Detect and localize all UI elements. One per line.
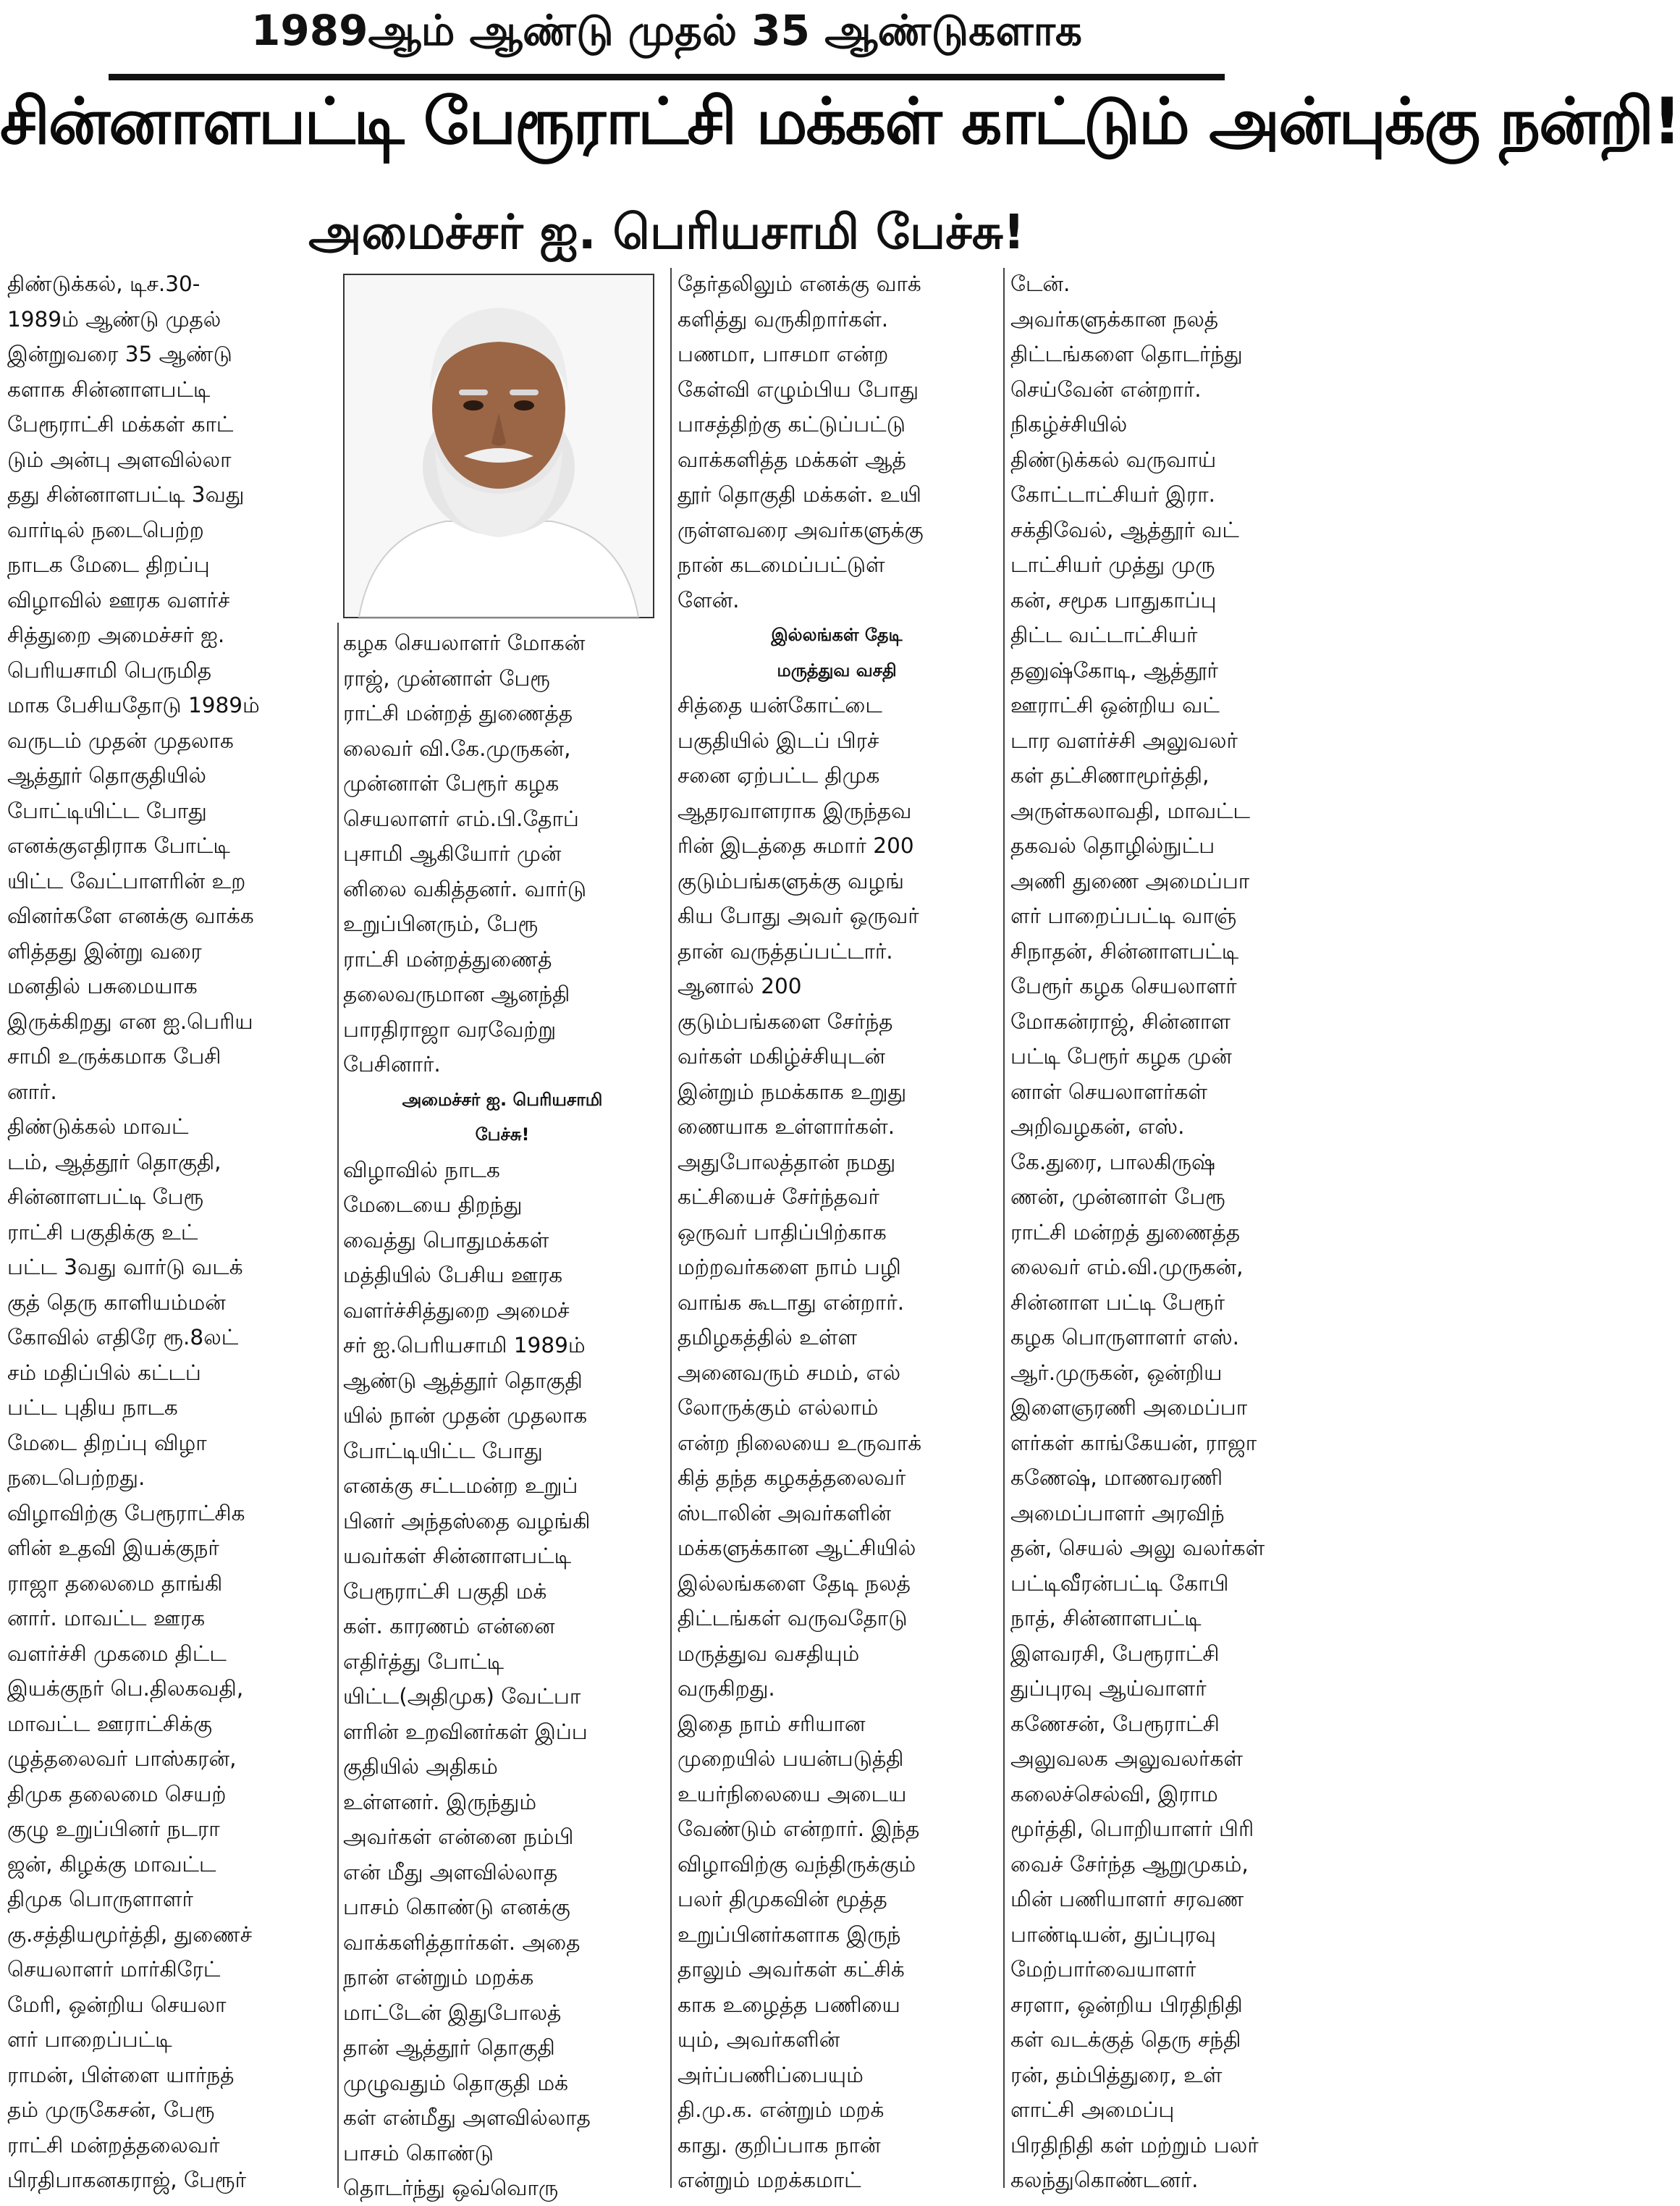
article-line: முழுவதும் தொகுதி மக் xyxy=(343,2070,568,2095)
article-line: டாட்சியர் முத்து முரு xyxy=(1010,552,1215,577)
article-line: காக உழைத்த பணியை xyxy=(678,1992,900,2017)
article-line: ருள்ளவரை அவர்களுக்கு xyxy=(678,517,924,542)
article-line: தகவல் தொழில்நுட்ப xyxy=(1010,833,1215,858)
article-line: மாவட்ட ஊராட்சிக்கு xyxy=(7,1711,213,1736)
article-line: ராஜா தலைமை தாங்கி xyxy=(7,1570,223,1596)
article-line: குத் தெரு காளியம்மன் xyxy=(7,1289,226,1315)
article-line: குடும்பங்களை சேர்ந்த xyxy=(678,1009,893,1034)
article-line: யவர்கள் சின்னாளபட்டி xyxy=(343,1544,572,1568)
article-line: கலந்துகொண்டனர். xyxy=(1010,2168,1199,2192)
article-line: கள் என்மீது அளவில்லாத xyxy=(343,2105,591,2130)
article-line: திமுக தலைமை செயற் xyxy=(7,1781,227,1806)
article-line: கிய போது அவர் ஒருவர் xyxy=(678,904,919,928)
article-line: திட்டங்களை தொடர்ந்து xyxy=(1010,342,1243,366)
article-line: பெரியசாமி பெருமித xyxy=(7,657,212,683)
article-line: வாக்களித்த மக்கள் ஆத் xyxy=(678,447,906,472)
article-line: யிட்ட வேட்பாளரின் உற xyxy=(7,868,246,893)
article-line: ஜன், கிழக்கு மாவட்ட xyxy=(7,1851,216,1877)
article-line: சக்திவேல், ஆத்தூர் வட் xyxy=(1010,517,1239,542)
article-line: 1989ம் ஆண்டு முதல் xyxy=(7,306,221,332)
article-line: யில் நான் முதன் முதலாக xyxy=(343,1403,588,1428)
article-line: மூர்த்தி, பொறியாளர் பிரி xyxy=(1010,1816,1254,1841)
article-line: காது. குறிப்பாக நான் xyxy=(678,2132,881,2157)
article-line: ழுத்தலைவர் பாஸ்கரன், xyxy=(7,1746,237,1771)
article-column-4 xyxy=(1010,266,1329,2192)
article-line: மேடை திறப்பு விழா xyxy=(7,1430,207,1455)
article-line: சின்னாள பட்டி பேரூர் xyxy=(1010,1289,1225,1315)
article-line: பாசம் கொண்டு xyxy=(343,2140,494,2165)
article-line: மக்களுக்கான ஆட்சியில் xyxy=(678,1536,916,1560)
article-line: திண்டுக்கல் மாவட் xyxy=(7,1114,189,1139)
article-line: கே.துரை, பாலகிருஷ் xyxy=(1010,1149,1216,1174)
article-line: கன், சமூக பாதுகாப்பு xyxy=(1010,587,1217,612)
article-line: பட்டி பேரூர் கழக முன் xyxy=(1010,1044,1232,1069)
article-line: அருள்கலாவதி, மாவட்ட xyxy=(1010,798,1251,823)
article-line: முன்னாள் பேரூர் கழக xyxy=(343,771,560,796)
article-line: ரன், தம்பித்துரை, உள் xyxy=(1010,2062,1223,2087)
article-line: சித்துறை அமைச்சர் ஐ. xyxy=(7,623,225,647)
article-line: வைத்து பொதுமக்கள் xyxy=(343,1227,549,1253)
article-line: தமிழகத்தில் உள்ள xyxy=(678,1325,858,1350)
article-line: ளாட்சி அமைப்பு xyxy=(1010,2097,1175,2122)
portrait-photo-icon xyxy=(345,275,653,617)
article-line: மாக பேசியதோடு 1989ம் xyxy=(7,693,260,717)
article-line: பட்ட புதிய நாடக xyxy=(7,1395,178,1420)
article-line: மத்தியில் பேசிய ஊரக xyxy=(343,1263,563,1287)
article-line: எனக்குஎதிராக போட்டி xyxy=(7,833,230,858)
article-line: கள் தட்சிணாமூர்த்தி, xyxy=(1010,763,1210,788)
article-line: ளித்தது இன்று வரை xyxy=(7,938,202,964)
article-line: தனுஷ்கோடி, ஆத்தூர் xyxy=(1010,657,1218,683)
article-line: ராட்சி பகுதிக்கு உட் xyxy=(7,1219,198,1245)
article-line: போட்டியிட்ட போது xyxy=(7,798,207,823)
article-line: புசாமி ஆகியோர் முன் xyxy=(343,841,562,866)
article-line: கள் வடக்குத் தெரு சந்தி xyxy=(1010,2027,1241,2052)
article-line: ணையாக உள்ளார்கள். xyxy=(678,1114,895,1139)
article-line: திட்டங்கள் வருவதோடு xyxy=(678,1606,908,1630)
article-line: விழாவில் நாடக xyxy=(343,1157,500,1182)
article-line: ளர் பாறைப்பட்டி வாஞ் xyxy=(1010,904,1237,928)
article-line: ளர்கள் காங்கேயன், ராஜா xyxy=(1010,1430,1257,1455)
article-line: கு.சத்தியமூர்த்தி, துணைச் xyxy=(7,1921,253,1947)
article-line: செயலாளர் எம்.பி.தோப் xyxy=(343,806,579,831)
article-line: குடும்பங்களுக்கு வழங் xyxy=(678,868,904,893)
article-line: ஆர்.முருகன், ஒன்றிய xyxy=(1010,1360,1223,1385)
article-line: வருகிறது. xyxy=(678,1676,775,1701)
article-line: தாலும் அவர்கள் கட்சிக் xyxy=(678,1957,905,1982)
article-line: பலர் திமுகவின் மூத்த xyxy=(678,1887,887,1911)
article-line: பேரூராட்சி பகுதி மக் xyxy=(343,1578,547,1604)
article-line: கித் தந்த கழகத்தலைவர் xyxy=(678,1465,906,1490)
article-line: பேசினார். xyxy=(343,1052,441,1077)
article-line: தான் ஆத்தூர் தொகுதி xyxy=(343,2035,555,2060)
article-line: களித்து வருகிறார்கள். xyxy=(678,306,889,332)
article-line: வினர்களே எனக்கு வாக்க xyxy=(7,904,254,928)
article-line: முறையில் பயன்படுத்தி xyxy=(678,1746,904,1771)
article-line: பேரூர் கழக செயலாளர் xyxy=(1010,974,1237,998)
article-line: இன்றுவரை 35 ஆண்டு xyxy=(7,342,232,366)
article-line: உறுப்பினரும், பேரூ xyxy=(343,912,539,936)
article-line: லோருக்கும் எல்லாம் xyxy=(678,1395,879,1420)
article-line: மற்றவர்களை நாம் பழி xyxy=(678,1255,901,1279)
column-rule-2 xyxy=(670,268,672,2188)
article-line: நாத், சின்னாளபட்டி xyxy=(1010,1606,1202,1630)
article-line: திண்டுக்கல், டிச.30- xyxy=(7,271,200,296)
article-line: சிநாதன், சின்னாளபட்டி xyxy=(1010,938,1239,964)
article-line: ராட்சி மன்றத் துணைத்த xyxy=(1010,1219,1241,1245)
article-line: வைச் சேர்ந்த ஆறுமுகம், xyxy=(1010,1851,1249,1877)
sub-headline: அமைச்சர் ஐ. பெரியசாமி பேச்சு! xyxy=(308,204,1025,260)
article-line: ஆதரவாளராக இருந்தவ xyxy=(678,798,912,823)
article-line: மேரி, ஒன்றிய செயலா xyxy=(7,1992,227,2017)
article-line: பினர் அந்தஸ்தை வழங்கி xyxy=(343,1508,591,1533)
article-line: இளைஞரணி அமைப்பா xyxy=(1010,1395,1248,1420)
article-line: கள். காரணம் என்னை xyxy=(343,1614,555,1638)
article-line: சாமி உருக்கமாக பேசி xyxy=(7,1044,221,1069)
article-line: டம், ஆத்தூர் தொகுதி, xyxy=(7,1149,221,1174)
article-line: இன்றும் நமக்காக உறுது xyxy=(678,1079,907,1104)
article-line: ஸ்டாலின் அவர்களின் xyxy=(678,1500,892,1525)
article-line: அவர்கள் என்னை நம்பி xyxy=(343,1824,574,1849)
article-line: ளேன். xyxy=(678,587,740,612)
article-line: தூர் தொகுதி மக்கள். உயி xyxy=(678,482,921,507)
article-line: பணமா, பாசமா என்ற xyxy=(678,342,889,366)
column-rule-1 xyxy=(337,623,339,2188)
column-subheading: அமைச்சர் ஐ. பெரியசாமி xyxy=(402,1089,603,1110)
article-line: அதுபோலத்தான் நமது xyxy=(678,1149,896,1174)
article-line: எதிர்த்து போட்டி xyxy=(343,1649,505,1674)
article-line: இல்லங்களை தேடி நலத் xyxy=(678,1570,911,1596)
article-line: சரளா, ஒன்றிய பிரதிநிதி xyxy=(1010,1992,1243,2017)
article-line: தது சின்னாளபட்டி 3வது xyxy=(7,482,245,507)
column-subheading: மருத்துவ வசதி xyxy=(777,660,897,681)
article-line: கேள்வி எழும்பிய போது xyxy=(678,376,919,402)
article-line: வளர்ச்சித்துறை அமைச் xyxy=(343,1297,570,1323)
article-line: னார். xyxy=(7,1079,57,1104)
article-line: தான் வருத்தப்பட்டார். xyxy=(678,938,893,964)
article-line: டேன். xyxy=(1010,271,1071,296)
column-subheading: பேச்சு! xyxy=(475,1124,530,1145)
article-line: நடைபெற்றது. xyxy=(7,1465,145,1490)
article-line: சித்தை யன்கோட்டை xyxy=(678,693,882,717)
portrait-photo xyxy=(343,274,654,618)
article-line: இயக்குநர் பெ.திலகவதி, xyxy=(7,1676,244,1701)
article-line: மின் பணியாளர் சரவண xyxy=(1010,1887,1244,1911)
article-line: அனைவரும் சமம், எல் xyxy=(678,1360,901,1385)
article-line: ராட்சி மன்றத் துணைத்த xyxy=(343,701,573,725)
article-line: குதியில் அதிகம் xyxy=(343,1754,498,1779)
article-line: இதை நாம் சரியான xyxy=(678,1711,866,1736)
article-line: விழாவிற்கு பேரூராட்சிக xyxy=(7,1500,245,1525)
article-line: ஆண்டு ஆத்தூர் தொகுதி xyxy=(343,1368,583,1393)
article-line: கணேசன், பேரூராட்சி xyxy=(1010,1711,1220,1736)
article-column-3 xyxy=(678,266,996,2192)
article-line: யிட்ட(அதிமுக) வேட்பா xyxy=(343,1684,581,1709)
article-line: கலைச்செல்வி, இராம xyxy=(1010,1781,1218,1806)
article-line: இருக்கிறது என ஐ.பெரிய xyxy=(7,1009,253,1034)
article-line: கோவில் எதிரே ரூ.8லட் xyxy=(7,1325,239,1350)
article-line: கோட்டாட்சியர் இரா. xyxy=(1010,482,1215,507)
article-line: ளரின் உறவினர்கள் இப்ப xyxy=(343,1719,588,1744)
article-line: மேற்பார்வையாளர் xyxy=(1010,1957,1196,1982)
article-line: ணன், முன்னாள் பேரூ xyxy=(1010,1184,1225,1209)
article-line: என்ற நிலையை உருவாக் xyxy=(678,1430,922,1455)
article-line: விழாவிற்கு வந்திருக்கும் xyxy=(678,1851,916,1877)
article-line: ஆனால் 200 xyxy=(678,974,802,998)
article-line: நான் என்றும் மறக்க xyxy=(343,1965,534,1990)
article-line: ராட்சி மன்றத்துணைத் xyxy=(343,946,552,972)
article-line: மனதில் பசுமையாக xyxy=(7,974,198,998)
article-line: ஒருவர் பாதிப்பிற்காக xyxy=(678,1219,887,1245)
article-line: செய்வேன் என்றார். xyxy=(1010,376,1202,402)
article-line: சர் ஐ.பெரியசாமி 1989ம் xyxy=(343,1333,586,1357)
article-line: எனக்கு சட்டமன்ற உறுப் xyxy=(343,1473,578,1498)
article-line: மேடையை திறந்து xyxy=(343,1192,523,1217)
article-line: பிரதிபாகனகராஜ், பேரூர் xyxy=(7,2168,247,2192)
article-line: வளர்ச்சி முகமை திட்ட xyxy=(7,1641,227,1666)
article-line: வர்கள் மகிழ்ச்சியுடன் xyxy=(678,1044,885,1069)
article-line: பிரதிநிதி கள் மற்றும் பலர் xyxy=(1010,2132,1259,2157)
article-line: அணி துணை அமைப்பா xyxy=(1010,868,1250,893)
article-line: மோகன்ராஜ், சின்னாள xyxy=(1010,1009,1231,1034)
article-line: சம் மதிப்பில் கட்டப் xyxy=(7,1360,201,1385)
article-line: வருடம் முதன் முதலாக xyxy=(7,728,234,753)
article-line: வேண்டும் என்றார். இந்த xyxy=(678,1816,920,1841)
article-line: ளர் பாறைப்பட்டி xyxy=(7,2027,172,2052)
article-line: இளவரசி, பேரூராட்சி xyxy=(1010,1641,1220,1666)
article-line: நிகழ்ச்சியில் xyxy=(1010,412,1128,437)
article-column-2 xyxy=(343,626,662,2200)
article-line: செயலாளர் மார்கிரேட் xyxy=(7,1957,221,1982)
article-line: தலைவருமான ஆனந்தி xyxy=(343,982,570,1006)
article-line: உள்ளனர். இருந்தும் xyxy=(343,1789,537,1814)
article-line: பாண்டியன், துப்புரவு xyxy=(1010,1921,1216,1947)
article-line: கட்சியைச் சேர்ந்தவர் xyxy=(678,1184,879,1209)
article-line: லைவர் எம்.வி.முருகன், xyxy=(1010,1255,1244,1279)
article-line: அறிவழகன், எஸ். xyxy=(1010,1114,1185,1139)
article-line: அர்ப்பணிப்பையும் xyxy=(678,2062,864,2087)
article-line: ராஜ், முன்னாள் பேரூ xyxy=(343,665,550,691)
article-line: ஊராட்சி ஒன்றிய வட் xyxy=(1010,693,1220,717)
article-line: ரின் இடத்தை சுமார் 200 xyxy=(678,833,914,858)
article-line: திண்டுக்கல் வருவாய் xyxy=(1010,447,1217,472)
article-line: சனை ஏற்பட்ட திமுக xyxy=(678,763,880,788)
article-line: மாட்டேன் இதுபோலத் xyxy=(343,2000,562,2025)
article-column-1 xyxy=(7,266,329,2192)
kicker-headline: 1989ஆம் ஆண்டு முதல் 35 ஆண்டுகளாக xyxy=(251,6,1082,55)
article-line: அவர்களுக்கான நலத் xyxy=(1010,306,1219,332)
article-line: தன், செயல் அலு வலர்கள் xyxy=(1010,1536,1265,1560)
article-line: திமுக பொருளாளர் xyxy=(7,1887,193,1911)
article-line: பாரதிராஜா வரவேற்று xyxy=(343,1016,557,1042)
article-line: னிலை வகித்தனர். வார்டு xyxy=(343,876,587,901)
article-line: அலுவலக அலுவலர்கள் xyxy=(1010,1746,1243,1771)
article-line: பேரூராட்சி மக்கள் காட் xyxy=(7,412,234,437)
article-line: பாசத்திற்கு கட்டுப்பட்டு xyxy=(678,412,906,437)
article-line: உறுப்பினர்களாக இருந் xyxy=(678,1921,901,1947)
article-line: கணேஷ், மாணவரணி xyxy=(1010,1465,1223,1490)
article-line: டும் அன்பு அளவில்லா xyxy=(7,447,232,472)
article-line: உயர்நிலையை அடைய xyxy=(678,1781,907,1806)
article-line: போட்டியிட்ட போது xyxy=(343,1438,543,1463)
article-line: பாசம் கொண்டு எனக்கு xyxy=(343,1895,570,1919)
article-line: வாங்க கூடாது என்றார். xyxy=(678,1289,905,1315)
column-subheading: இல்லங்கள் தேடி xyxy=(771,625,903,645)
article-line: குழு உறுப்பினர் நடரா xyxy=(7,1816,220,1841)
article-line: தொடர்ந்து ஒவ்வொரு xyxy=(343,2176,559,2200)
article-line: என்றும் மறக்கமாட் xyxy=(678,2168,861,2192)
article-line: களாக சின்னாளபட்டி xyxy=(7,376,211,402)
article-line: னார். மாவட்ட ஊரக xyxy=(7,1606,206,1630)
article-line: ளின் உதவி இயக்குநர் xyxy=(7,1536,219,1560)
article-line: விழாவில் ஊரக வளர்ச் xyxy=(7,587,230,612)
main-headline: சின்னாளபட்டி பேரூராட்சி மக்கள் காட்டும் அன்புக்கு நன்றி! xyxy=(0,84,1680,159)
article-line: வார்டில் நடைபெற்ற xyxy=(7,517,204,542)
article-line: பட்ட 3வது வார்டு வடக் xyxy=(7,1255,243,1279)
article-line: பகுதியில் இடப் பிரச் xyxy=(678,728,879,753)
article-line: சின்னாளபட்டி பேரூ xyxy=(7,1184,204,1209)
article-line: தேர்தலிலும் எனக்கு வாக் xyxy=(678,271,921,296)
article-line: ஆத்தூர் தொகுதியில் xyxy=(7,763,206,788)
headline-divider xyxy=(109,74,1225,80)
article-line: தம் முருகேசன், பேரூ xyxy=(7,2097,215,2122)
article-line: கழக செயலாளர் மோகன் xyxy=(343,631,586,655)
article-line: லைவர் வி.கே.முருகன், xyxy=(343,736,571,761)
article-line: அமைப்பாளர் அரவிந் xyxy=(1010,1500,1225,1525)
article-line: துப்புரவு ஆய்வாளர் xyxy=(1010,1676,1207,1701)
article-line: என் மீது அளவில்லாத xyxy=(343,1859,558,1885)
column-rule-3 xyxy=(1003,268,1005,2188)
article-line: யும், அவர்களின் xyxy=(678,2027,840,2052)
article-line: திட்ட வட்டாட்சியர் xyxy=(1010,623,1198,647)
article-line: நாடக மேடை திறப்பு xyxy=(7,552,210,577)
article-line: ராமன், பிள்ளை யார்நத் xyxy=(7,2062,235,2087)
article-line: னாள் செயலாளர்கள் xyxy=(1010,1079,1208,1104)
article-line: கழக பொருளாளர் எஸ். xyxy=(1010,1325,1240,1350)
article-line: நான் கடமைப்பட்டுள் xyxy=(678,552,885,577)
article-line: டார வளர்ச்சி அலுவலர் xyxy=(1010,728,1238,753)
article-line: தி.மு.க. என்றும் மறக் xyxy=(678,2097,885,2122)
article-line: வாக்களித்தார்கள். அதை xyxy=(343,1929,581,1955)
article-line: ராட்சி மன்றத்தலைவர் xyxy=(7,2132,220,2157)
article-line: பட்டிவீரன்பட்டி கோபி xyxy=(1010,1570,1229,1596)
article-line: மருத்துவ வசதியும் xyxy=(678,1641,860,1666)
